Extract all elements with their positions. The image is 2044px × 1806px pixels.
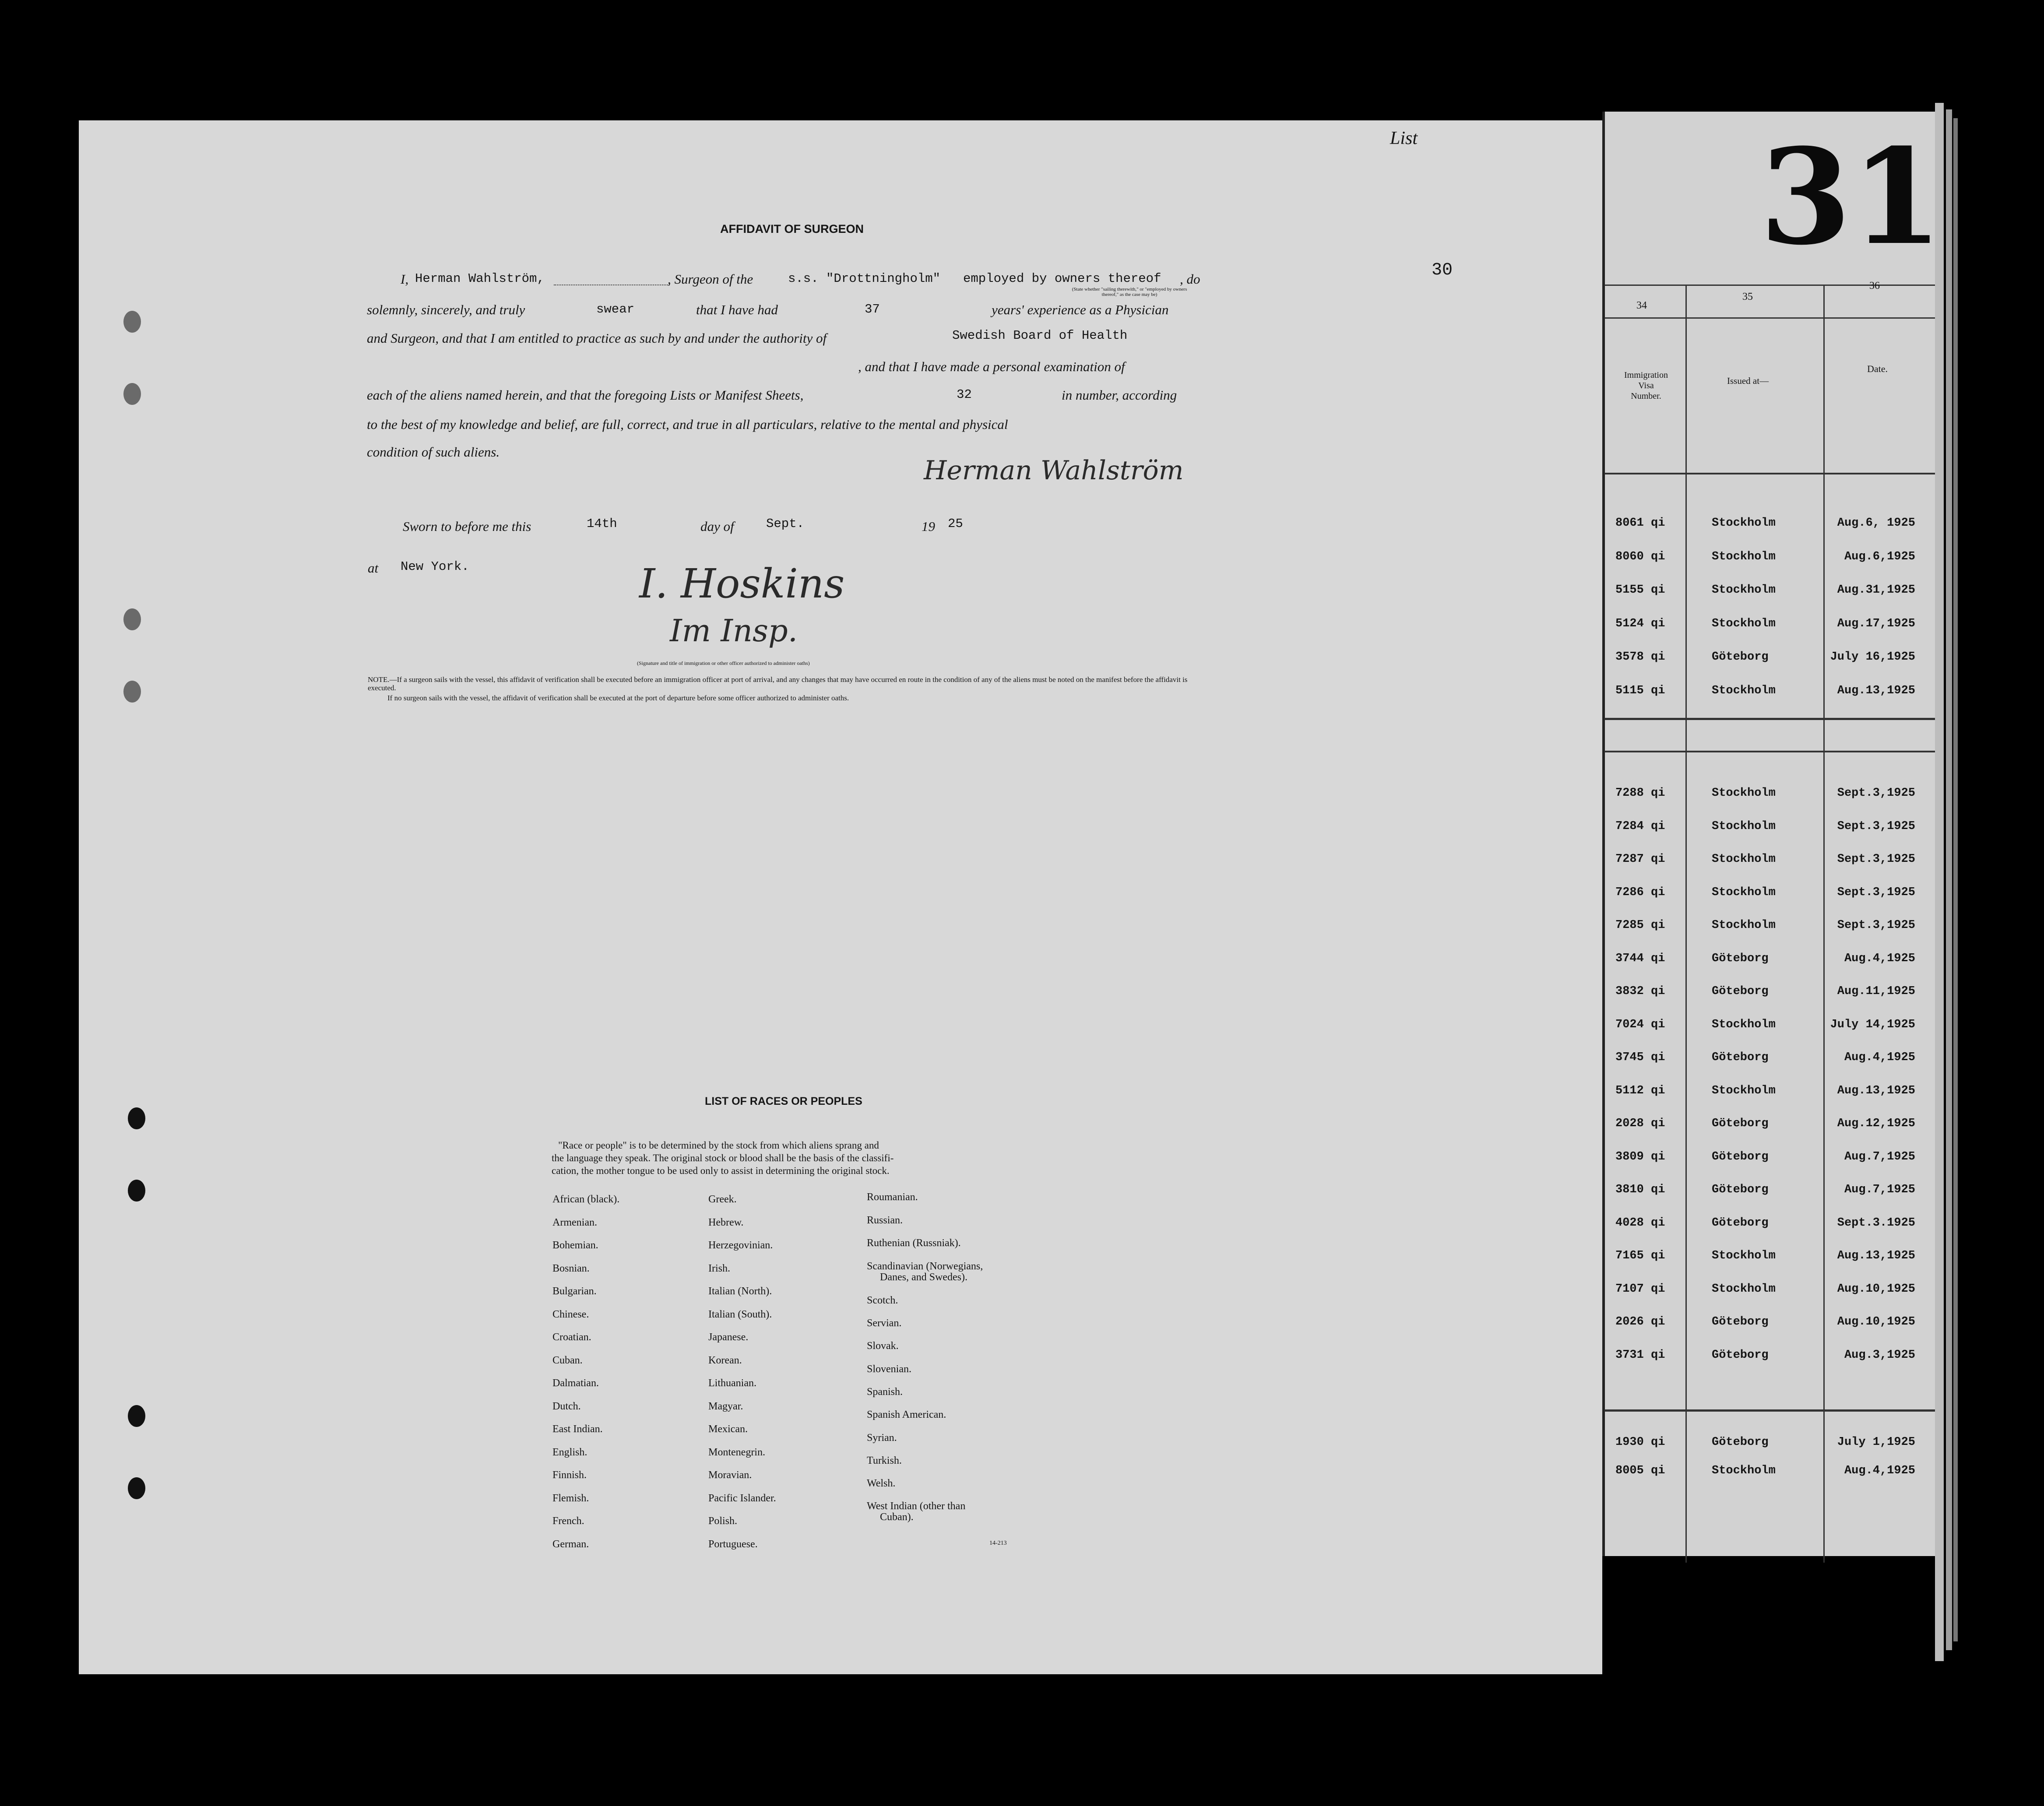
visa-cell-date: Aug.7,1925 [1844,1150,1915,1163]
visa-cell-place: Göteborg [1712,1436,1769,1449]
race-entry: Herzegovinian. [708,1240,773,1251]
visa-cell-place: Göteborg [1712,1183,1769,1196]
race-entry: Roumanian. [867,1191,918,1203]
visa-cell-date: July 16,1925 [1830,650,1915,664]
visa-cell-visa: 3832 qi [1615,985,1665,998]
manifest-page-left [79,120,1602,1674]
races-intro: cation, the mother tongue to be used only to assist in determining the original stock. [552,1165,890,1176]
race-entry: Syrian. [867,1432,897,1444]
manifest-sheet-count: 32 [957,387,972,402]
visa-cell-place: Stockholm [1712,1282,1776,1296]
visa-cell-visa: 3809 qi [1615,1150,1665,1163]
binder-hole [128,1477,145,1499]
visa-cell-visa: 3745 qi [1615,1051,1665,1064]
side-number: 30 [1432,260,1453,280]
race-entry: Bohemian. [552,1240,598,1251]
fine-print: (State whether "sailing therewith," or "employed by owners thereof," as the case may be) [1072,287,1187,297]
visa-cell-place: Stockholm [1712,517,1776,530]
visa-cell-place: Stockholm [1712,1084,1776,1097]
race-entry: Armenian. [552,1216,597,1228]
race-entry: Dalmatian. [552,1377,599,1389]
binder-hole [123,383,141,405]
visa-cell-date: Aug.13,1925 [1837,1249,1915,1262]
visa-cell-date: Aug.17,1925 [1837,617,1915,630]
visa-cell-visa: 3731 qi [1615,1348,1665,1362]
race-entry: Portuguese. [708,1538,758,1550]
race-entry: Irish. [708,1262,730,1274]
visa-cell-date: Aug.31,1925 [1837,583,1915,597]
race-entry: Cuban). [880,1511,914,1523]
employment-status: employed by owners thereof [963,271,1161,286]
visa-cell-place: Göteborg [1712,1216,1769,1230]
sworn-place: New York. [401,559,469,574]
visa-cell-date: Sept.3,1925 [1837,885,1915,899]
race-entry: Ruthenian (Russniak). [867,1237,961,1249]
visa-cell-date: Sept.3,1925 [1837,819,1915,833]
visa-cell-visa: 8061 qi [1615,517,1665,530]
signature-caption: (Signature and title of immigration or other officer authorized to administer oaths) [637,660,810,666]
visa-cell-visa: 7024 qi [1615,1018,1665,1031]
visa-cell-place: Göteborg [1712,952,1769,965]
race-entry: Spanish American. [867,1409,946,1420]
race-entry: Flemish. [552,1492,589,1504]
visa-cell-place: Stockholm [1712,1249,1776,1262]
visa-cell-place: Göteborg [1712,1051,1769,1064]
visa-cell-visa: 7284 qi [1615,819,1665,833]
visa-cell-date: Aug.11,1925 [1837,985,1915,998]
affidavit-text: , do [1180,271,1200,287]
authority: Swedish Board of Health [952,328,1128,343]
race-entry: Pacific Islander. [708,1492,776,1504]
visa-cell-date: Sept.3.1925 [1837,1216,1915,1230]
affidavit-text: I, [401,271,409,287]
race-entry: Korean. [708,1354,742,1366]
sworn-day: 14th [587,517,617,531]
visa-cell-visa: 2028 qi [1615,1117,1665,1130]
visa-cell-visa: 3744 qi [1615,952,1665,965]
visa-cell-date: Sept.3,1925 [1837,853,1915,866]
race-entry: Chinese. [552,1308,589,1320]
race-entry: Finnish. [552,1469,587,1481]
race-entry: Slovak. [867,1340,899,1352]
race-entry: Japanese. [708,1332,749,1343]
binder-hole [128,1107,145,1129]
visa-cell-visa: 7287 qi [1615,853,1665,866]
race-entry: Italian (South). [708,1308,772,1320]
visa-cell-visa: 7165 qi [1615,1249,1665,1262]
affidavit-text: that I have had [696,302,778,317]
visa-cell-date: Aug.12,1925 [1837,1117,1915,1130]
race-entry: Polish. [708,1515,738,1527]
affidavit-text: each of the aliens named herein, and that the foregoing Lists or Manifest Sheets, [367,387,804,403]
race-entry: Slovenian. [867,1363,911,1375]
visa-cell-place: Stockholm [1712,583,1776,597]
race-entry: Scotch. [867,1295,898,1306]
visa-cell-date: July 14,1925 [1830,1018,1915,1031]
races-intro: "Race or people" is to be determined by the stock from which aliens sprang and [558,1140,879,1151]
race-entry: Cuban. [552,1354,583,1366]
race-entry: Danes, and Swedes). [880,1272,967,1283]
binder-hole [128,1180,145,1202]
visa-cell-visa: 5115 qi [1615,684,1665,697]
visa-cell-date: Aug.10,1925 [1837,1282,1915,1296]
visa-cell-place: Stockholm [1712,617,1776,630]
affidavit-text: day of [700,519,734,534]
note-paragraph-2: If no surgeon sails with the vessel, the affidavit of verification shall be executed at the port of departure before some officer authorized to administer oaths. [387,694,849,702]
header-date: Date. [1867,363,1888,374]
visa-cell-date: Aug.10,1925 [1837,1315,1915,1328]
binder-hole [123,681,141,703]
race-entry: Lithuanian. [708,1377,756,1389]
sworn-month: Sept. [766,517,805,531]
vessel-name: s.s. "Drottningholm" [788,271,941,286]
column-number: 34 [1636,300,1647,311]
oath-type: swear [596,302,635,316]
visa-cell-place: Stockholm [1712,684,1776,697]
race-entry: Scandinavian (Norwegians, [867,1261,983,1272]
surgeon-name: Herman Wahlström, [415,271,545,286]
binder-hole [123,311,141,333]
affidavit-text: years' experience as a Physician [992,302,1169,317]
visa-cell-visa: 7288 qi [1615,787,1665,800]
visa-cell-place: Göteborg [1712,985,1769,998]
race-entry: Dutch. [552,1400,581,1412]
surgeon-signature: Herman Wahlström [924,455,1184,486]
affidavit-text: , and that I have made a personal examination of [858,359,1125,374]
races-title: LIST OF RACES OR PEOPLES [705,1095,862,1107]
manifest-page-right [1602,112,1938,1556]
column-number: 35 [1742,291,1753,302]
race-entry: Montenegrin. [708,1446,765,1458]
officer-title: Im Insp. [670,613,798,649]
visa-cell-visa: 8060 qi [1615,550,1665,563]
race-entry: English. [552,1446,588,1458]
affidavit-text: , Surgeon of the [668,271,753,287]
visa-cell-place: Stockholm [1712,819,1776,833]
visa-cell-visa: 1930 qi [1615,1436,1665,1449]
column-number: 36 [1869,280,1880,292]
race-entry: Servian. [867,1318,902,1329]
race-entry: Bosnian. [552,1262,590,1274]
race-entry: Hebrew. [708,1216,744,1228]
race-entry: African (black). [552,1194,620,1205]
years-experience: 37 [865,302,880,316]
visa-cell-date: Aug.6,1925 [1844,550,1915,563]
visa-cell-place: Stockholm [1712,853,1776,866]
visa-cell-place: Stockholm [1712,1464,1776,1477]
affidavit-text: to the best of my knowledge and belief, are full, correct, and true in all particulars, relative to the mental and physical [367,417,1008,432]
visa-cell-place: Stockholm [1712,1018,1776,1031]
visa-cell-place: Göteborg [1712,1117,1769,1130]
visa-cell-date: Aug.3,1925 [1844,1348,1915,1362]
note-paragraph-1: NOTE.—If a surgeon sails with the vessel, this affidavit of verification shall be executed before an immigration officer at port of arrival, and any changes that may have occurred en route in the condition of any of the aliens must be noted on the manifest before the affidavit is executed. [368,675,1188,692]
header-issued-at: Issued at— [1727,376,1769,386]
race-entry: Italian (North). [708,1286,772,1297]
page-edge [1935,103,1944,1661]
year-prefix: 19 [922,519,935,534]
affidavit-text: condition of such aliens. [367,444,500,460]
list-label: List [1390,128,1418,148]
race-entry: Croatian. [552,1332,591,1343]
race-entry: Russian. [867,1215,903,1226]
affidavit-text: solemnly, sincerely, and truly [367,302,525,317]
visa-cell-date: Aug.7,1925 [1844,1183,1915,1196]
race-entry: Magyar. [708,1400,743,1412]
visa-cell-place: Stockholm [1712,550,1776,563]
header-visa: Immigration Visa Number. [1624,370,1668,401]
visa-cell-place: Göteborg [1712,650,1769,664]
visa-cell-visa: 7285 qi [1615,919,1665,932]
race-entry: Welsh. [867,1478,896,1489]
visa-cell-visa: 8005 qi [1615,1464,1665,1477]
visa-cell-visa: 7286 qi [1615,885,1665,899]
officer-signature: I. Hoskins [639,560,845,607]
visa-cell-place: Stockholm [1712,787,1776,800]
visa-cell-visa: 5155 qi [1615,583,1665,597]
visa-cell-date: Aug.4,1925 [1844,1051,1915,1064]
page-edge [1946,109,1952,1650]
page-number: 31 [1760,119,1943,274]
visa-cell-date: Sept.3,1925 [1837,787,1915,800]
form-number: 14-213 [989,1540,1007,1546]
visa-cell-date: Aug.4,1925 [1844,952,1915,965]
visa-cell-place: Stockholm [1712,885,1776,899]
affidavit-title: AFFIDAVIT OF SURGEON [720,222,864,235]
race-entry: East Indian. [552,1423,603,1435]
race-entry: German. [552,1538,589,1550]
visa-cell-date: Aug.6, 1925 [1837,517,1915,530]
visa-cell-visa: 3810 qi [1615,1183,1665,1196]
visa-cell-visa: 7107 qi [1615,1282,1665,1296]
affidavit-text: at [368,560,379,576]
affidavit-text: in number, according [1062,387,1177,403]
race-entry: West Indian (other than [867,1500,966,1512]
race-entry: Bulgarian. [552,1286,597,1297]
visa-cell-date: Aug.13,1925 [1837,684,1915,697]
race-entry: Spanish. [867,1386,903,1398]
race-entry: Greek. [708,1194,737,1205]
race-entry: Moravian. [708,1469,752,1481]
race-entry: Turkish. [867,1455,902,1466]
race-entry: Mexican. [708,1423,748,1435]
affidavit-text: and Surgeon, and that I am entitled to practice as such by and under the authority of [367,330,827,346]
visa-cell-place: Göteborg [1712,1315,1769,1328]
visa-cell-place: Stockholm [1712,919,1776,932]
visa-cell-date: July 1,1925 [1837,1436,1915,1449]
visa-cell-date: Aug.13,1925 [1837,1084,1915,1097]
visa-cell-visa: 5112 qi [1615,1084,1665,1097]
page-edge [1953,118,1958,1641]
visa-cell-visa: 3578 qi [1615,650,1665,664]
visa-cell-place: Göteborg [1712,1348,1769,1362]
visa-cell-date: Aug.4,1925 [1844,1464,1915,1477]
binder-hole [128,1405,145,1427]
races-intro: the language they speak. The original stock or blood shall be the basis of the classifi- [552,1152,894,1163]
visa-cell-place: Göteborg [1712,1150,1769,1163]
affidavit-text: Sworn to before me this [403,519,531,534]
visa-cell-visa: 4028 qi [1615,1216,1665,1230]
visa-cell-visa: 2026 qi [1615,1315,1665,1328]
visa-cell-date: Sept.3,1925 [1837,919,1915,932]
binder-hole [123,608,141,630]
sworn-year: 25 [948,517,963,531]
visa-cell-visa: 5124 qi [1615,617,1665,630]
race-entry: French. [552,1515,584,1527]
